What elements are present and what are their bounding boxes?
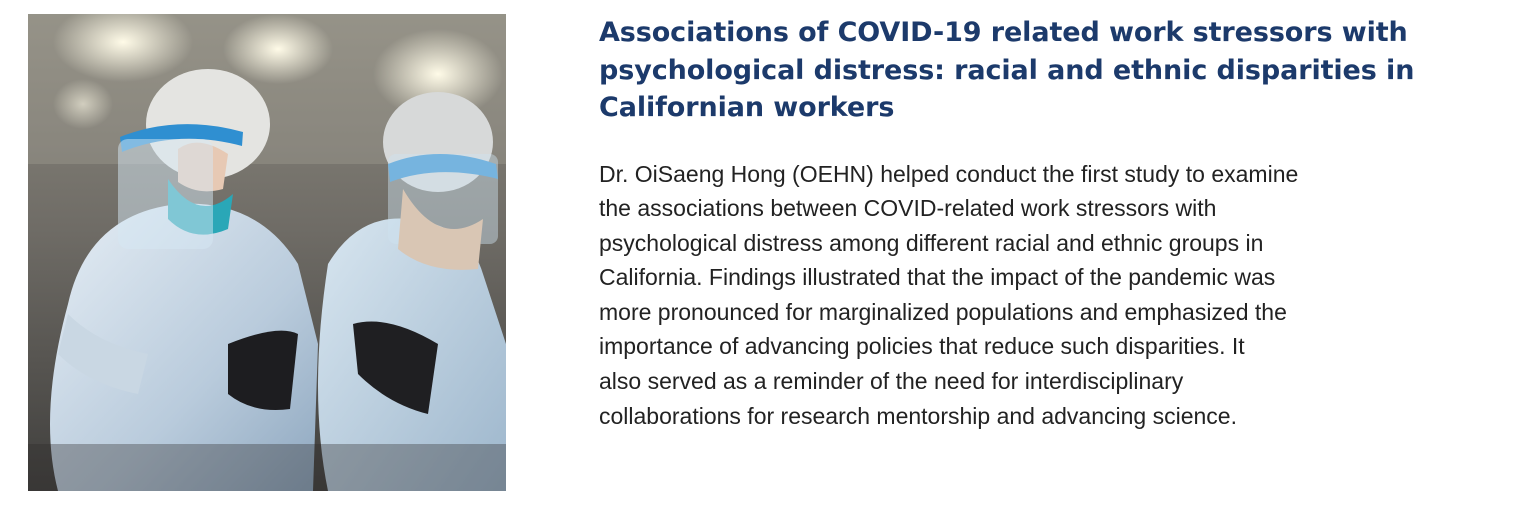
article-photo <box>28 14 506 491</box>
health-workers-illustration <box>28 14 506 491</box>
article-title: Associations of COVID-19 related work stressors with psychological distress: racial and ethnic disparities in Californian workers <box>599 17 1415 123</box>
article-content <box>599 14 1499 433</box>
article-body: Dr. OiSaeng Hong (OEHN) helped conduct the first study to examine the associations between COVID-related work stressors with psychological distress among different racial and ethnic groups in California. Findings illustrated that the impact of the pandemic was more pronounced for marginalized populations and emphasized the importance of advancing policies that reduce such disparities. It also served as a reminder of the need for interdisciplinary collaborations for research mentorship and advancing science. <box>599 160 1299 429</box>
